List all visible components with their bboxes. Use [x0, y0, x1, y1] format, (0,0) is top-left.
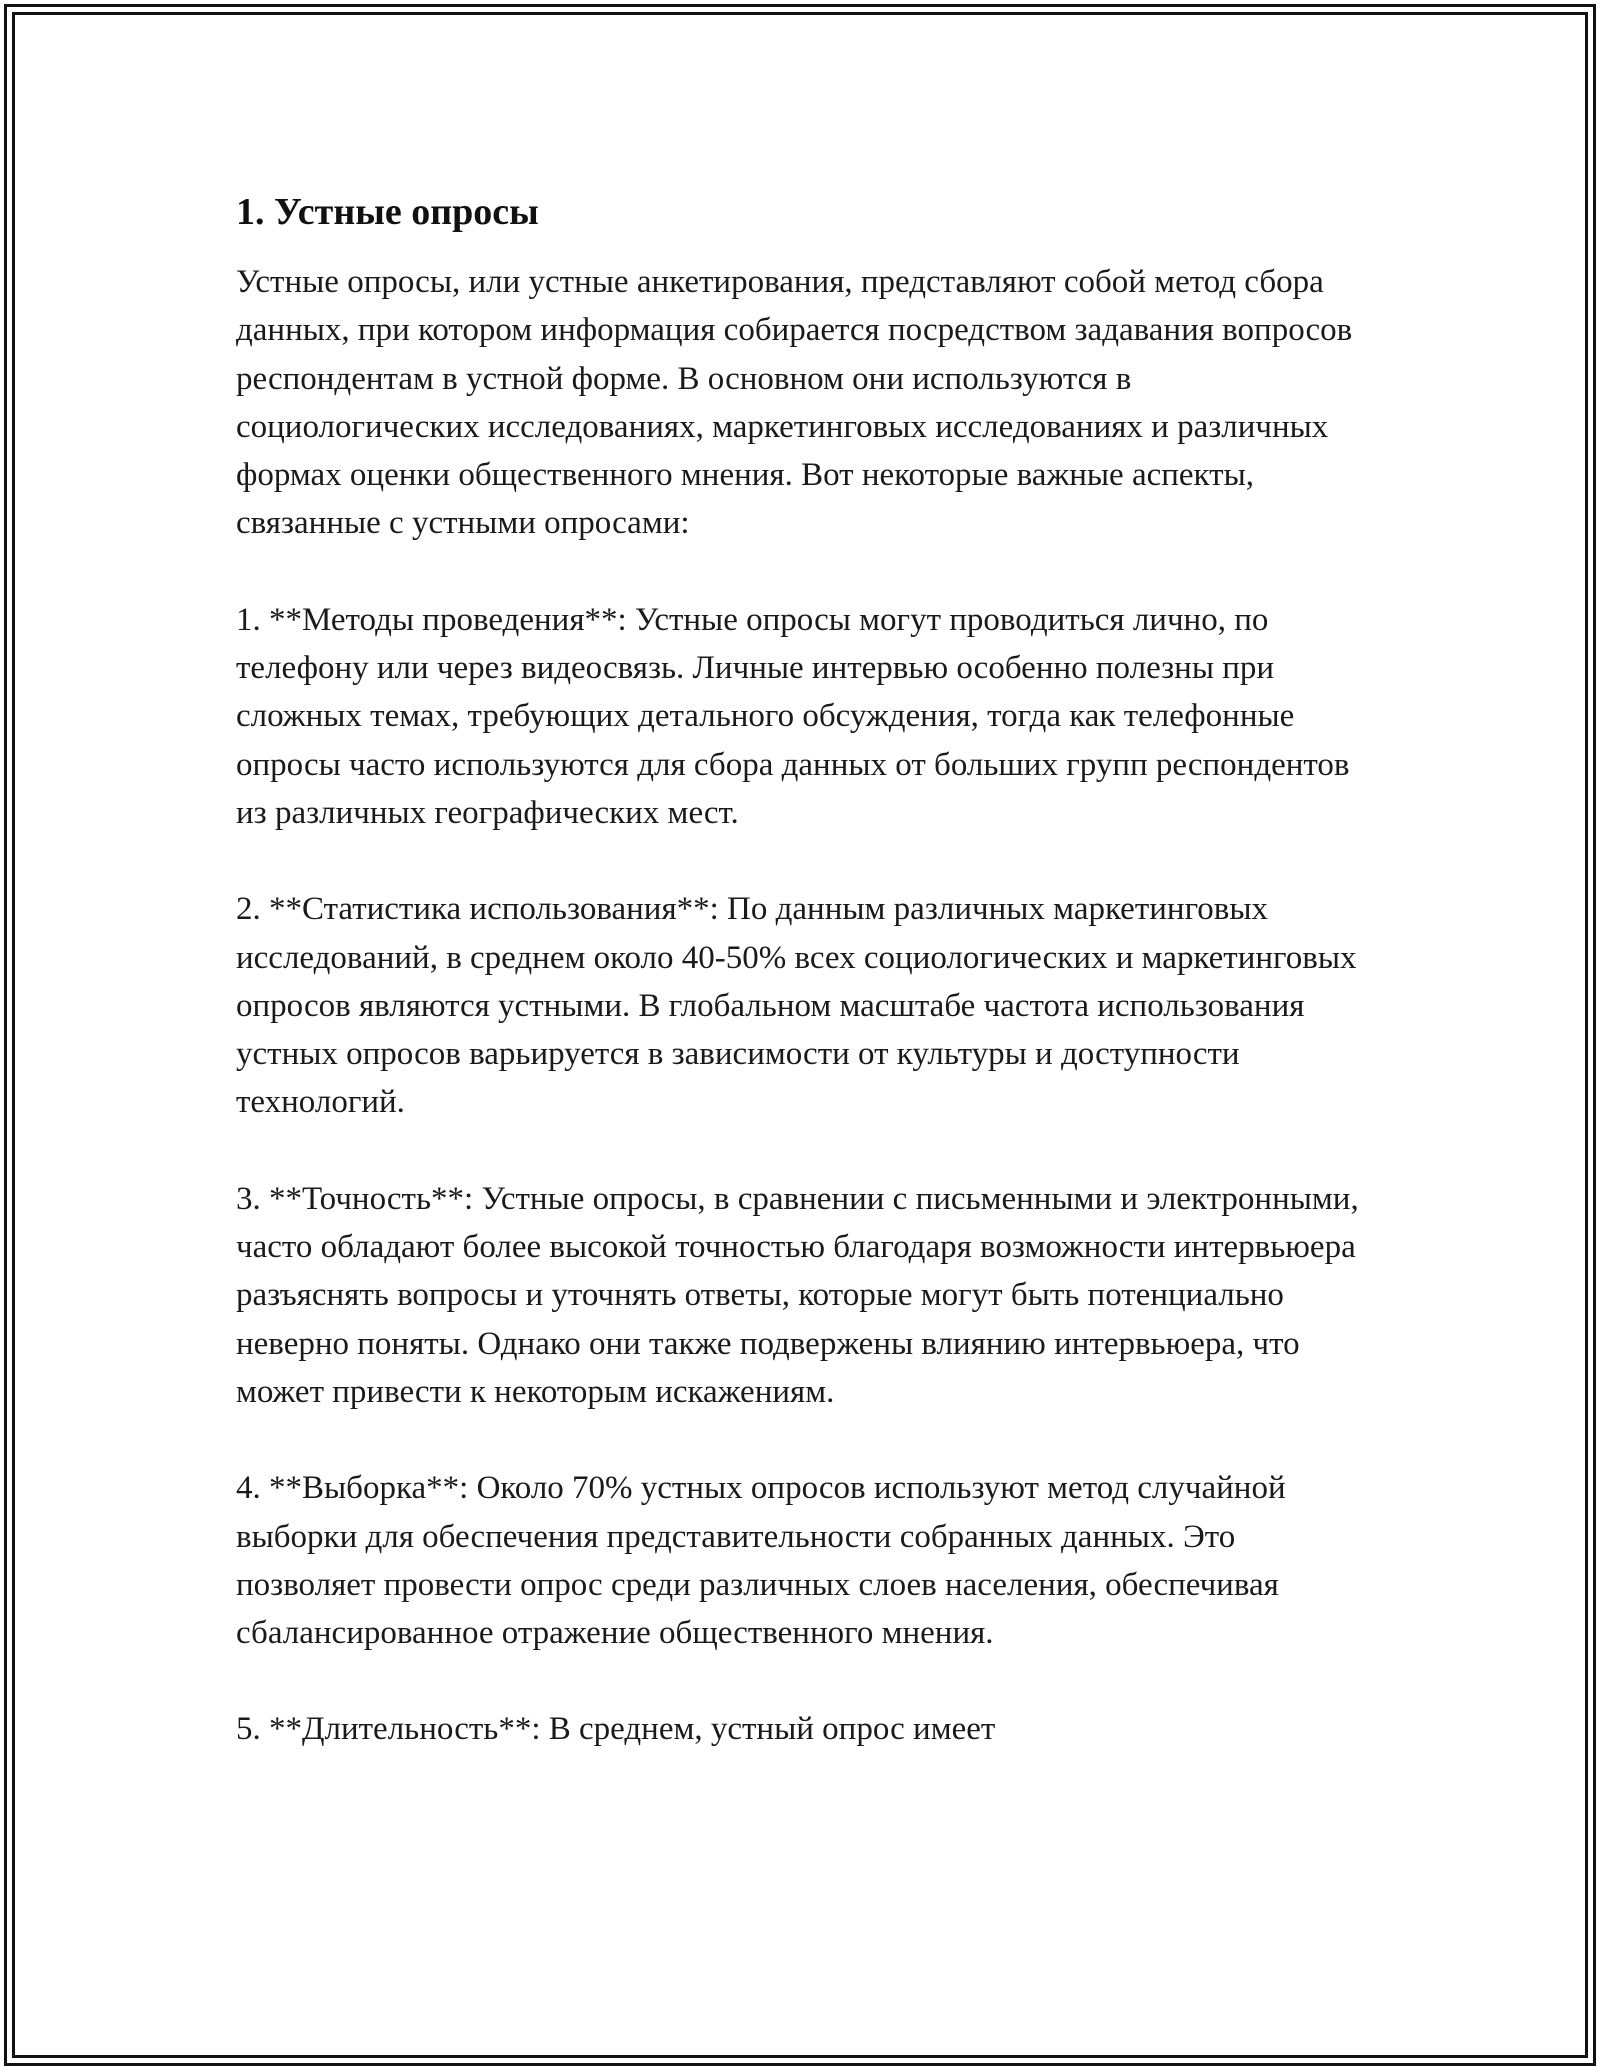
item-statistics-paragraph: 2. **Статистика использования**: По данным различных маркетинговых исследований, в среднем около 40-50% всех социологических и маркетинговых опросов являются устными. В глобальном масштабе частота использования устных опросов варьируется в зависимости от культуры и доступности технологий. — [236, 891, 1365, 1121]
section-heading: 1. Устные опросы — [236, 191, 539, 233]
item-accuracy-paragraph: 3. **Точность**: Устные опросы, в сравнении с письменными и электронными, часто обладают более высокой точностью благодаря возможности интервьюера разъяснять вопросы и уточнять ответы, которые могут быть потенциально неверно поняты. Однако они также подвержены влиянию интервьюера, что может привести к некоторым искажениям. — [236, 1180, 1367, 1410]
item-duration-paragraph: 5. **Длительность**: В среднем, устный опрос имеет — [236, 1711, 996, 1748]
item-methods-paragraph: 1. **Методы проведения**: Устные опросы могут проводиться лично, по телефону или через видеосвязь. Личные интервью особенно полезны при сложных темах, требующих детального обсуждения, тогда как телефонные опросы часто используются для сбора данных от больших групп респондентов из различных географических мест. — [236, 601, 1358, 831]
document-body — [236, 184, 1376, 1754]
item-sampling-paragraph: 4. **Выборка**: Около 70% устных опросов используют метод случайной выборки для обеспечения представительности собранных данных. Это позволяет провести опрос среди различных слоев населения, обеспечивая сбалансированное отражение общественного мнения. — [236, 1470, 1294, 1652]
intro-paragraph: Устные опросы, или устные анкетирования, представляют собой метод сбора данных, при котором информация собирается посредством задавания вопросов респондентам в устной форме. В основном они используются в социологических исследованиях, маркетинговых исследованиях и различных формах оценки общественного мнения. Вот некоторые важные аспекты, связанные с устными опросами: — [236, 264, 1361, 542]
